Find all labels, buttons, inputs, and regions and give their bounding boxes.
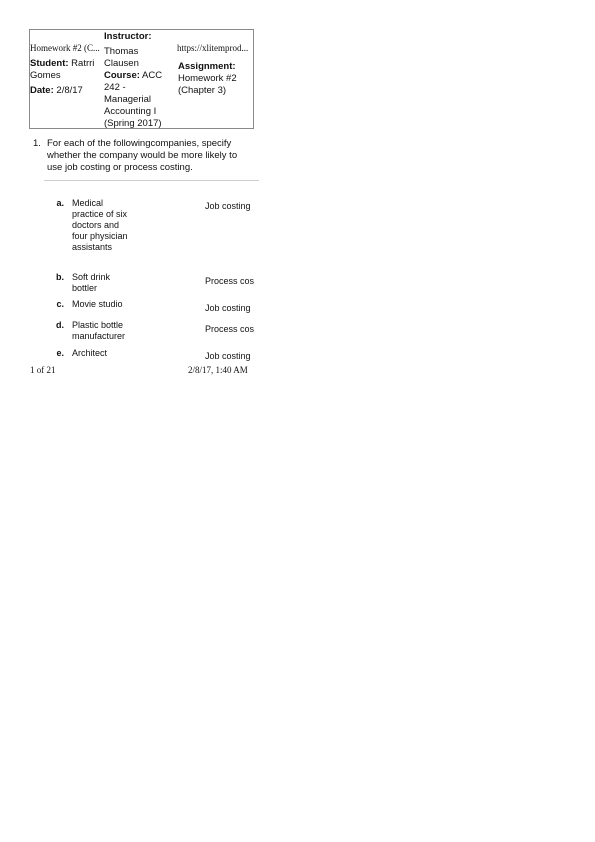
row-description-c: Movie studio	[72, 299, 123, 309]
row-description-e: Architect	[72, 348, 108, 358]
row-letter-e: e.	[56, 348, 64, 358]
row-letter-c: c.	[56, 299, 64, 309]
row-letter-a: a.	[56, 198, 64, 208]
row-description-a: Medical practice of six doctors and four physician assistants	[72, 198, 128, 252]
date-label: Date:	[30, 85, 54, 96]
date-block	[30, 85, 83, 97]
date-value: 2/8/17	[56, 85, 83, 96]
student-name: Ratrri Gomes	[30, 58, 95, 81]
student-label: Student:	[30, 58, 69, 69]
row-letter-b: b.	[56, 272, 64, 282]
question-divider	[44, 180, 259, 181]
print-timestamp: 2/8/17, 1:40 AM	[188, 365, 248, 375]
assignment-value: Homework #2 (Chapter 3)	[178, 73, 237, 96]
page-counter: 1 of 21	[30, 365, 56, 375]
assignment-block	[178, 61, 250, 97]
row-answer-c: Job costing	[205, 303, 251, 313]
row-description-b: Soft drink bottler	[72, 272, 111, 293]
course-label: Course:	[104, 70, 140, 81]
row-answer-a: Job costing	[205, 201, 251, 211]
row-description-d: Plastic bottle manufacturer	[72, 320, 126, 341]
row-letter-d: d.	[56, 320, 64, 330]
instructor-label: Instructor:	[104, 31, 152, 42]
course-value: ACC 242 - Managerial Accounting I (Spring 2017)	[104, 70, 163, 129]
row-answer-d: Process cos	[205, 324, 255, 334]
assignment-label: Assignment:	[178, 61, 236, 72]
student-block	[30, 58, 98, 82]
question-text: For each of the followingcompanies, specify whether the company would be more likely to use job costing or process costing.	[47, 138, 238, 173]
row-answer-e: Job costing	[205, 351, 251, 361]
running-page-title: Homework #2 (C...	[30, 43, 100, 53]
row-answer-b: Process cos	[205, 276, 255, 286]
running-page-url: https://xlitemprod...	[177, 43, 249, 53]
instructor-name: Thomas Clausen	[104, 46, 139, 69]
question-number: 1.	[33, 138, 41, 149]
course-block	[104, 70, 170, 130]
